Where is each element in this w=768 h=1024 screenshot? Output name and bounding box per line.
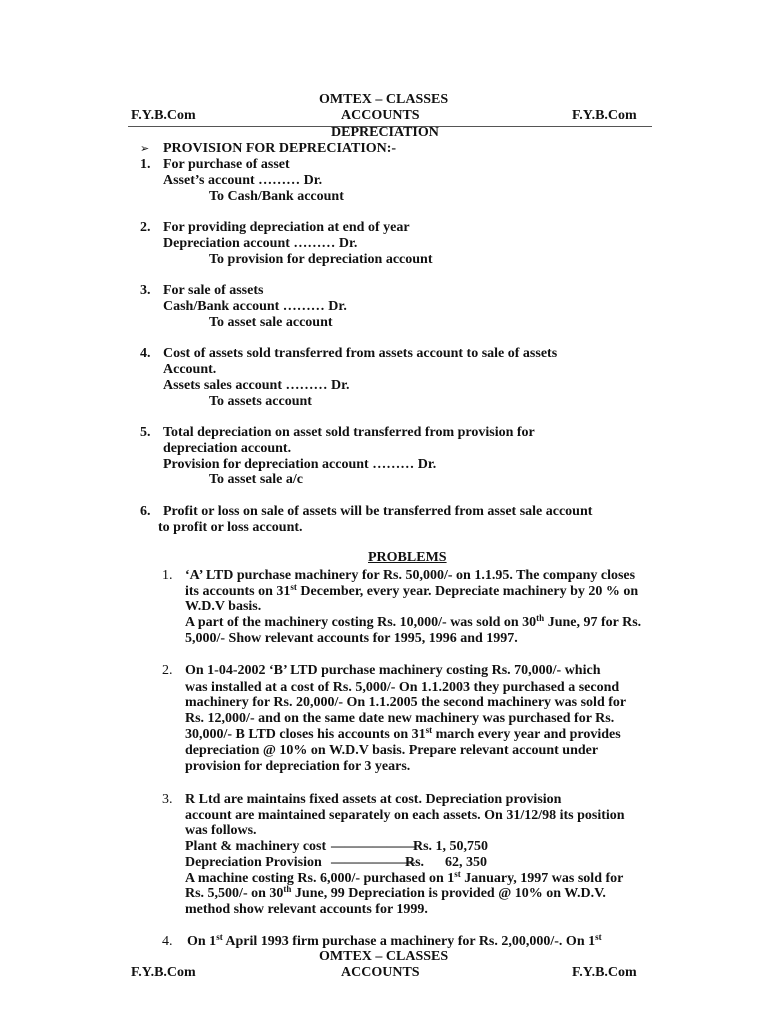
problem-number: 2. [162,663,173,678]
balance-label: Plant & machinery cost [185,839,327,854]
entry-credit: To Cash/Bank account [209,189,344,204]
entry-debit: Depreciation account ……… Dr. [163,236,358,251]
problem-line-text: Rs. 5,500/- on 30 [185,886,284,901]
entry-debit: Cash/Bank account ……… Dr. [163,299,347,314]
entry-credit: To assets account [209,394,312,409]
problems-heading: PROBLEMS [368,550,447,565]
problem-line [185,727,621,743]
ordinal-suffix: th [536,613,545,623]
problem-line-text: On 1 [187,934,217,949]
problem-line: method show relevant accounts for 1999. [185,902,428,917]
balance-label: Depreciation Provision [185,855,322,870]
ordinal-suffix: st [425,725,433,735]
problem-number: 1. [162,568,173,583]
entry-credit: To asset sale account [209,315,333,330]
problem-line: Rs. 12,000/- and on the same date new machinery was purchased for Rs. [185,711,615,726]
problem-line: provision for depreciation for 3 years. [185,759,411,774]
problem-line [185,871,623,887]
problem-line-text: January, 1997 was sold for [460,871,624,886]
problem-line: R Ltd are maintains fixed assets at cost. Depreciation provision [185,792,562,807]
entry-credit: To asset sale a/c [209,472,303,487]
class-label-right: F.Y.B.Com [572,108,637,123]
problem-line: was installed at a cost of Rs. 5,000/- On 1.1.2003 they purchased a second [185,680,620,695]
problem-number: 4. [162,934,173,949]
problem-line: machinery for Rs. 20,000/- On 1.1.2005 the second machinery was sold for [185,695,627,710]
section-heading: PROVISION FOR DEPRECIATION:- [163,141,397,156]
entry-title: to profit or loss account. [158,520,303,535]
problem-line [185,615,641,631]
problem-line: W.D.V basis. [185,599,262,614]
ordinal-suffix: st [595,932,602,942]
problem-line [185,886,606,902]
ordinal-suffix: th [283,884,292,894]
entry-title: For providing depreciation at end of year [163,220,410,235]
subject-label: ACCOUNTS [341,108,420,123]
arrow-bullet-icon: ➢ [140,142,150,155]
balance-amount: Rs. 62, 350 [405,855,488,870]
entry-debit: Assets sales account ……… Dr. [163,378,350,393]
problem-line-text: April 1993 firm purchase a machinery for Rs. 2,00,000/-. On 1 [222,934,596,949]
problem-line-text: march every year and provides [432,727,621,742]
problem-line-text: A part of the machinery costing Rs. 10,000/- was sold on 30 [185,615,537,630]
entry-title: Account. [163,362,217,377]
entry-title: For purchase of asset [163,157,290,172]
ordinal-suffix: st [290,582,297,592]
institute-title: OMTEX – CLASSES [319,949,449,964]
chapter-title: DEPRECIATION [331,125,439,140]
entry-number: 4. [140,346,151,361]
entry-number: 3. [140,283,151,298]
entry-number: 5. [140,425,151,440]
problem-line: 5,000/- Show relevant accounts for 1995, 1996 and 1997. [185,631,518,646]
leader-dashes: —————— [331,855,415,870]
entry-debit: Provision for depreciation account ……… Dr. [163,457,437,472]
problem-line-text: June, 97 for Rs. [544,615,642,630]
problem-line: ‘A’ LTD purchase machinery for Rs. 50,000/- on 1.1.95. The company closes [185,568,636,583]
problem-line-text: June, 99 Depreciation is provided @ 10% on W.D.V. [291,886,606,901]
entry-credit: To provision for depreciation account [209,252,433,267]
class-label-left: F.Y.B.Com [131,108,196,123]
problem-line: depreciation @ 10% on W.D.V basis. Prepare relevant account under [185,743,599,758]
entry-title: depreciation account. [163,441,292,456]
class-label-right: F.Y.B.Com [572,965,637,980]
entry-title: For sale of assets [163,283,264,298]
problem-line-text: its accounts on 31 [185,584,291,599]
leader-dashes: —————— [331,839,415,854]
problem-number: 3. [162,792,173,807]
problem-line: account are maintained separately on each assets. On 31/12/98 its position [185,808,625,823]
entry-number: 2. [140,220,151,235]
problem-line [187,934,602,950]
class-label-left: F.Y.B.Com [131,965,196,980]
entry-number: 6. [140,504,151,519]
institute-title: OMTEX – CLASSES [319,92,449,107]
problem-line-text: December, every year. Depreciate machinery by 20 % on [296,584,639,599]
problem-line-text: 30,000/- B LTD closes his accounts on 31 [185,727,426,742]
problem-line-text: A machine costing Rs. 6,000/- purchased on 1 [185,871,455,886]
problem-line: On 1-04-2002 ‘B’ LTD purchase machinery costing Rs. 70,000/- which [185,663,601,678]
balance-amount: Rs. 1, 50,750 [413,839,489,854]
ordinal-suffix: st [216,932,223,942]
problem-line [185,584,638,600]
problem-line: was follows. [185,823,257,838]
entry-title: Cost of assets sold transferred from assets account to sale of assets [163,346,558,361]
entry-number: 1. [140,157,151,172]
ordinal-suffix: st [454,869,461,879]
entry-debit: Asset’s account ……… Dr. [163,173,323,188]
entry-title: Profit or loss on sale of assets will be transferred from asset sale account [163,504,593,519]
subject-label: ACCOUNTS [341,965,420,980]
entry-title: Total depreciation on asset sold transferred from provision for [163,425,535,440]
